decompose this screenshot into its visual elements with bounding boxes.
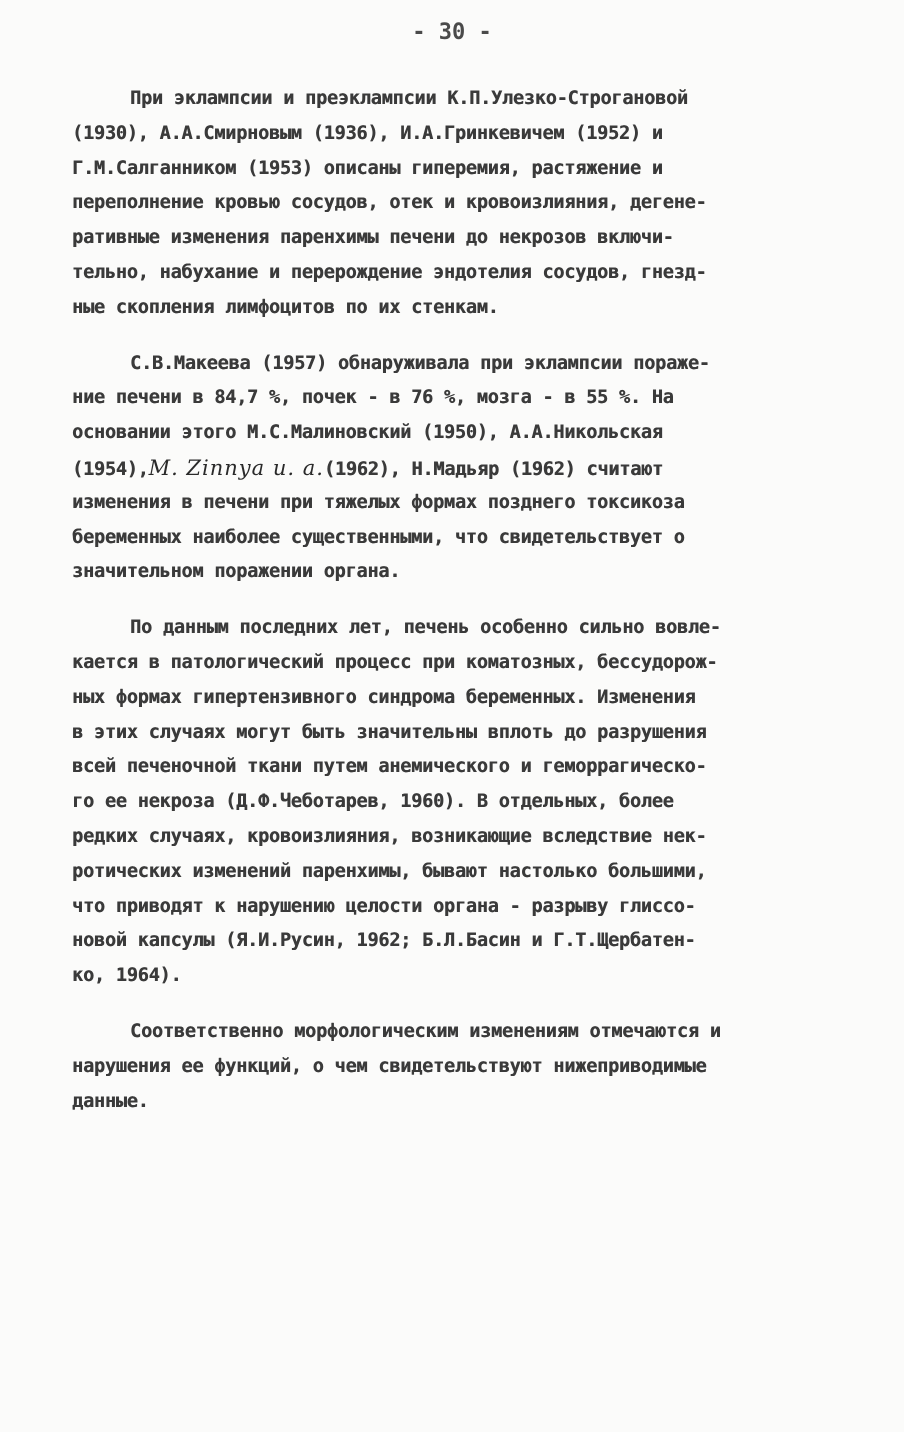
text-line: тельно, набухание и перерождение эндотелия сосудов, гнезд- — [72, 261, 707, 283]
text-line: (1930), А.А.Смирновым (1936), И.А.Гринкевичем (1952) и — [72, 122, 663, 144]
text-line: кается в патологический процесс при коматозных, бессудорож- — [72, 651, 718, 673]
text-line: По данным последних лет, печень особенно сильно вовле- — [130, 617, 721, 639]
text-line: При эклампсии и преэклампсии К.П.Улезко-Строгановой — [130, 88, 688, 109]
text-line: новой капсулы (Я.И.Русин, 1962; Б.Л.Басин и Г.Т.Щербатен- — [72, 930, 696, 952]
text-line: ных формах гипертензивного синдрома беременных. Изменения — [72, 686, 696, 708]
text-line: ные скопления лимфоцитов по их стенкам. — [72, 296, 499, 318]
page-number: - 30 - — [412, 20, 492, 45]
text-line: беременных наиболее существенными, что свидетельствует о — [72, 526, 685, 548]
text-line: Г.М.Салганником (1953) описаны гиперемия, растяжение и — [72, 157, 663, 179]
text-line: го ее некроза (Д.Ф.Чеботарев, 1960). В отдельных, более — [72, 791, 674, 813]
text-segment: (1954), — [72, 458, 149, 480]
text-line: данные. — [72, 1090, 149, 1112]
paragraph-3 — [72, 611, 832, 994]
text-line: в этих случаях могут быть значительны вплоть до разрушения — [72, 721, 707, 743]
text-line: С.В.Макеева (1957) обнаруживала при эклампсии пораже- — [130, 352, 710, 374]
text-line: что приводят к нарушению целости органа - разрыву глиссо- — [72, 895, 696, 917]
text-line: ративные изменения паренхимы печени до некрозов включи- — [72, 227, 674, 249]
text-line: значительном поражении органа. — [72, 561, 401, 583]
text-line-with-handwriting — [72, 451, 832, 486]
handwritten-insert: M. Zinnya u. a. — [148, 455, 324, 480]
body-text — [72, 82, 832, 1140]
paragraph-2 — [72, 347, 832, 591]
text-line: Соответственно морфологическим изменениям отмечаются и — [130, 1020, 721, 1042]
paragraph-4 — [72, 1015, 832, 1119]
text-line: ко, 1964). — [72, 965, 182, 987]
text-line: ние печени в 84,7 %, почек - в 76 %, мозга - в 55 %. На — [72, 387, 674, 409]
paragraph-1 — [72, 82, 832, 326]
text-line: ротических изменений паренхимы, бывают настолько большими, — [72, 860, 707, 882]
text-line: нарушения ее функций, о чем свидетельствуют нижеприводимые — [72, 1055, 707, 1077]
text-line: редких случаях, кровоизлияния, возникающие вследствие нек- — [72, 825, 707, 847]
text-line: изменения в печени при тяжелых формах позднего токсикоза — [72, 491, 685, 513]
text-segment: (1962), Н.Мадьяр (1962) считают — [323, 458, 663, 480]
text-line: основании этого М.С.Малиновский (1950), А.А.Никольская — [72, 422, 663, 444]
text-line: всей печеночной ткани путем анемического и геморрагическо- — [72, 756, 707, 778]
text-line: переполнение кровью сосудов, отек и кровоизлияния, дегене- — [72, 192, 707, 214]
